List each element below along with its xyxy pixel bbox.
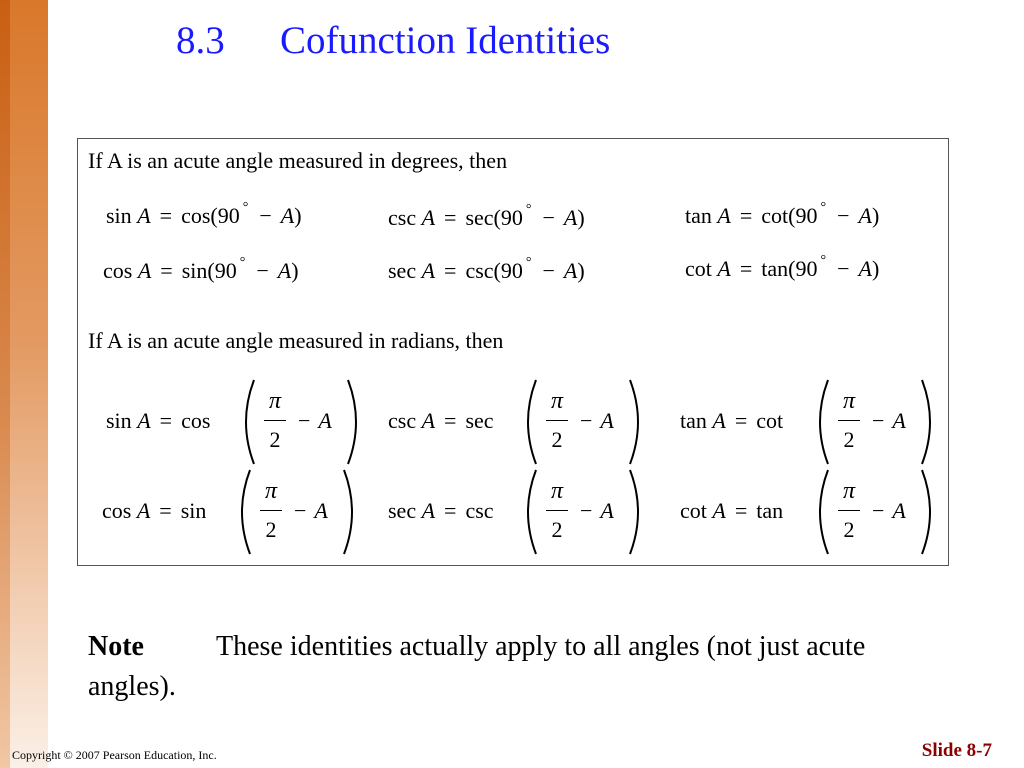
- identity-lhs: [106, 408, 210, 434]
- equals-sign: =: [159, 408, 173, 433]
- fraction-numerator: π: [268, 388, 282, 414]
- equals-sign: =: [734, 408, 748, 433]
- right-paren: [344, 378, 366, 466]
- fn-label: csc: [465, 498, 494, 523]
- degree-identity: [685, 253, 880, 282]
- radians-intro: If A is an acute angle measured in radians, then: [88, 328, 504, 353]
- var-label: A: [280, 203, 295, 228]
- copyright-text: Copyright © 2007 Pearson Education, Inc.: [12, 748, 217, 762]
- left-paren: [232, 468, 254, 556]
- fraction-denominator: 2: [269, 427, 281, 452]
- right-paren: [340, 468, 362, 556]
- degree-symbol: °: [820, 253, 827, 268]
- var-label: A: [858, 203, 872, 228]
- identity-lhs: [388, 498, 494, 524]
- equals-sign: =: [160, 258, 173, 283]
- fraction-denominator: 2: [265, 517, 277, 542]
- var-label: A: [421, 258, 436, 283]
- var-label: A: [717, 256, 731, 281]
- degree-identity: [388, 255, 585, 284]
- fraction-bar: [260, 510, 282, 511]
- left-paren: [810, 378, 832, 466]
- var-label: A: [892, 498, 906, 523]
- fraction-bar: [264, 420, 286, 421]
- fraction-denominator: 2: [551, 517, 563, 542]
- var-label: A: [277, 258, 292, 283]
- minus-sign: −: [872, 408, 885, 433]
- angle-label: sec(90: [465, 205, 523, 230]
- fn-label: cot: [680, 498, 713, 523]
- minus-a: [294, 498, 328, 524]
- fraction-denominator: 2: [843, 427, 855, 452]
- fn-label: tan: [756, 498, 784, 523]
- fn-label: tan: [680, 408, 713, 433]
- fn-label: tan: [685, 203, 718, 228]
- decorative-sidebar: [0, 0, 48, 768]
- equals-sign: =: [734, 498, 748, 523]
- radian-identity: [388, 378, 638, 468]
- note-text: These identities actually apply to all angles (not just acute angles).: [88, 631, 866, 702]
- left-paren: [236, 378, 258, 466]
- fn-label: cos: [102, 498, 137, 523]
- note-block: [88, 627, 948, 707]
- degree-identity: [103, 255, 299, 284]
- minus-a: [580, 408, 614, 434]
- fn-label: cot: [685, 256, 718, 281]
- equals-sign: =: [444, 498, 457, 523]
- fraction-numerator: π: [842, 478, 856, 504]
- angle-label: csc(90: [465, 258, 523, 283]
- minus-sign: −: [837, 203, 850, 228]
- minus-sign: −: [298, 408, 311, 433]
- minus-sign: −: [542, 205, 555, 230]
- var-label: A: [892, 408, 906, 433]
- pi-over-2-fraction: [834, 386, 864, 455]
- identity-lhs: [388, 408, 494, 434]
- angle-label: sin(90: [181, 258, 237, 283]
- minus-a: [580, 498, 614, 524]
- var-label: A: [421, 408, 436, 433]
- equals-sign: =: [159, 498, 172, 523]
- fraction-bar: [838, 420, 860, 421]
- left-paren: [518, 468, 540, 556]
- var-label: A: [318, 408, 332, 433]
- fn-label: csc: [388, 205, 422, 230]
- degrees-intro: If A is an acute angle measured in degrees, then: [88, 148, 508, 173]
- slide-title: [176, 18, 610, 63]
- fraction-numerator: π: [264, 478, 278, 504]
- var-label: A: [421, 205, 436, 230]
- minus-sign: −: [256, 258, 269, 283]
- radian-identity: [680, 468, 930, 558]
- identity-lhs: [680, 498, 783, 524]
- var-label: A: [563, 205, 578, 230]
- minus-a: [872, 408, 906, 434]
- fn-label: cos: [103, 258, 138, 283]
- degree-symbol: °: [239, 255, 246, 270]
- fn-label: sec: [388, 498, 422, 523]
- fraction-numerator: π: [550, 478, 564, 504]
- fraction-bar: [546, 510, 568, 511]
- var-label: A: [314, 498, 328, 523]
- close-paren: ): [294, 203, 302, 228]
- fraction-denominator: 2: [843, 517, 855, 542]
- minus-sign: −: [259, 203, 272, 228]
- close-paren: ): [577, 205, 585, 230]
- pi-over-2-fraction: [542, 476, 572, 545]
- right-paren: [626, 378, 648, 466]
- left-paren: [518, 378, 540, 466]
- degree-symbol: °: [242, 200, 249, 215]
- pi-over-2-fraction: [834, 476, 864, 545]
- right-paren: [626, 468, 648, 556]
- fraction-numerator: π: [550, 388, 564, 414]
- sidebar-stripe: [0, 0, 10, 768]
- angle-label: cos(90: [181, 203, 240, 228]
- pi-over-2-fraction: [260, 386, 290, 455]
- minus-sign: −: [580, 408, 593, 433]
- fn-label: sin: [180, 498, 207, 523]
- fn-label: sec: [465, 408, 494, 433]
- var-label: A: [421, 498, 436, 523]
- var-label: A: [858, 256, 872, 281]
- note-label: Note: [88, 631, 144, 662]
- degree-symbol: °: [525, 202, 532, 217]
- radian-identity: [102, 468, 352, 558]
- right-paren: [918, 468, 940, 556]
- radian-identity: [680, 378, 930, 468]
- pi-over-2-fraction: [542, 386, 572, 455]
- identity-lhs: [102, 498, 206, 524]
- fraction-bar: [838, 510, 860, 511]
- var-label: A: [712, 408, 726, 433]
- var-label: A: [137, 258, 152, 283]
- fn-label: cos: [181, 408, 211, 433]
- radian-identity: [388, 468, 638, 558]
- fraction-numerator: π: [842, 388, 856, 414]
- var-label: A: [600, 408, 614, 433]
- minus-sign: −: [294, 498, 307, 523]
- fn-label: sin: [106, 408, 138, 433]
- left-paren: [810, 468, 832, 556]
- minus-sign: −: [542, 258, 555, 283]
- equals-sign: =: [444, 258, 457, 283]
- pi-over-2-fraction: [256, 476, 286, 545]
- equals-sign: =: [444, 205, 457, 230]
- var-label: A: [600, 498, 614, 523]
- close-paren: ): [577, 258, 585, 283]
- section-number: 8.3: [176, 19, 225, 62]
- minus-a: [298, 408, 332, 434]
- slide-number: Slide 8-7: [921, 740, 992, 761]
- angle-label: cot(90: [761, 203, 818, 228]
- fn-label: sec: [388, 258, 422, 283]
- var-label: A: [136, 498, 151, 523]
- angle-label: tan(90: [761, 256, 818, 281]
- var-label: A: [137, 203, 151, 228]
- var-label: A: [712, 498, 726, 523]
- radian-identity: [106, 378, 356, 468]
- degree-symbol: °: [820, 200, 827, 215]
- minus-a: [872, 498, 906, 524]
- equals-sign: =: [739, 203, 753, 228]
- equals-sign: =: [444, 408, 457, 433]
- identity-lhs: [680, 408, 783, 434]
- equals-sign: =: [739, 256, 753, 281]
- close-paren: ): [871, 256, 880, 281]
- equals-sign: =: [159, 203, 173, 228]
- title-text: Cofunction Identities: [280, 19, 611, 62]
- minus-sign: −: [837, 256, 850, 281]
- close-paren: ): [291, 258, 299, 283]
- var-label: A: [137, 408, 151, 433]
- degree-identity: [106, 200, 302, 229]
- fn-label: sin: [106, 203, 138, 228]
- right-paren: [918, 378, 940, 466]
- degree-identity: [685, 200, 880, 229]
- fraction-denominator: 2: [551, 427, 563, 452]
- var-label: A: [717, 203, 731, 228]
- fn-label: cot: [756, 408, 784, 433]
- minus-sign: −: [872, 498, 885, 523]
- fraction-bar: [546, 420, 568, 421]
- fn-label: csc: [388, 408, 422, 433]
- close-paren: ): [871, 203, 880, 228]
- degree-symbol: °: [525, 255, 532, 270]
- degree-identity: [388, 202, 585, 231]
- var-label: A: [563, 258, 578, 283]
- minus-sign: −: [580, 498, 593, 523]
